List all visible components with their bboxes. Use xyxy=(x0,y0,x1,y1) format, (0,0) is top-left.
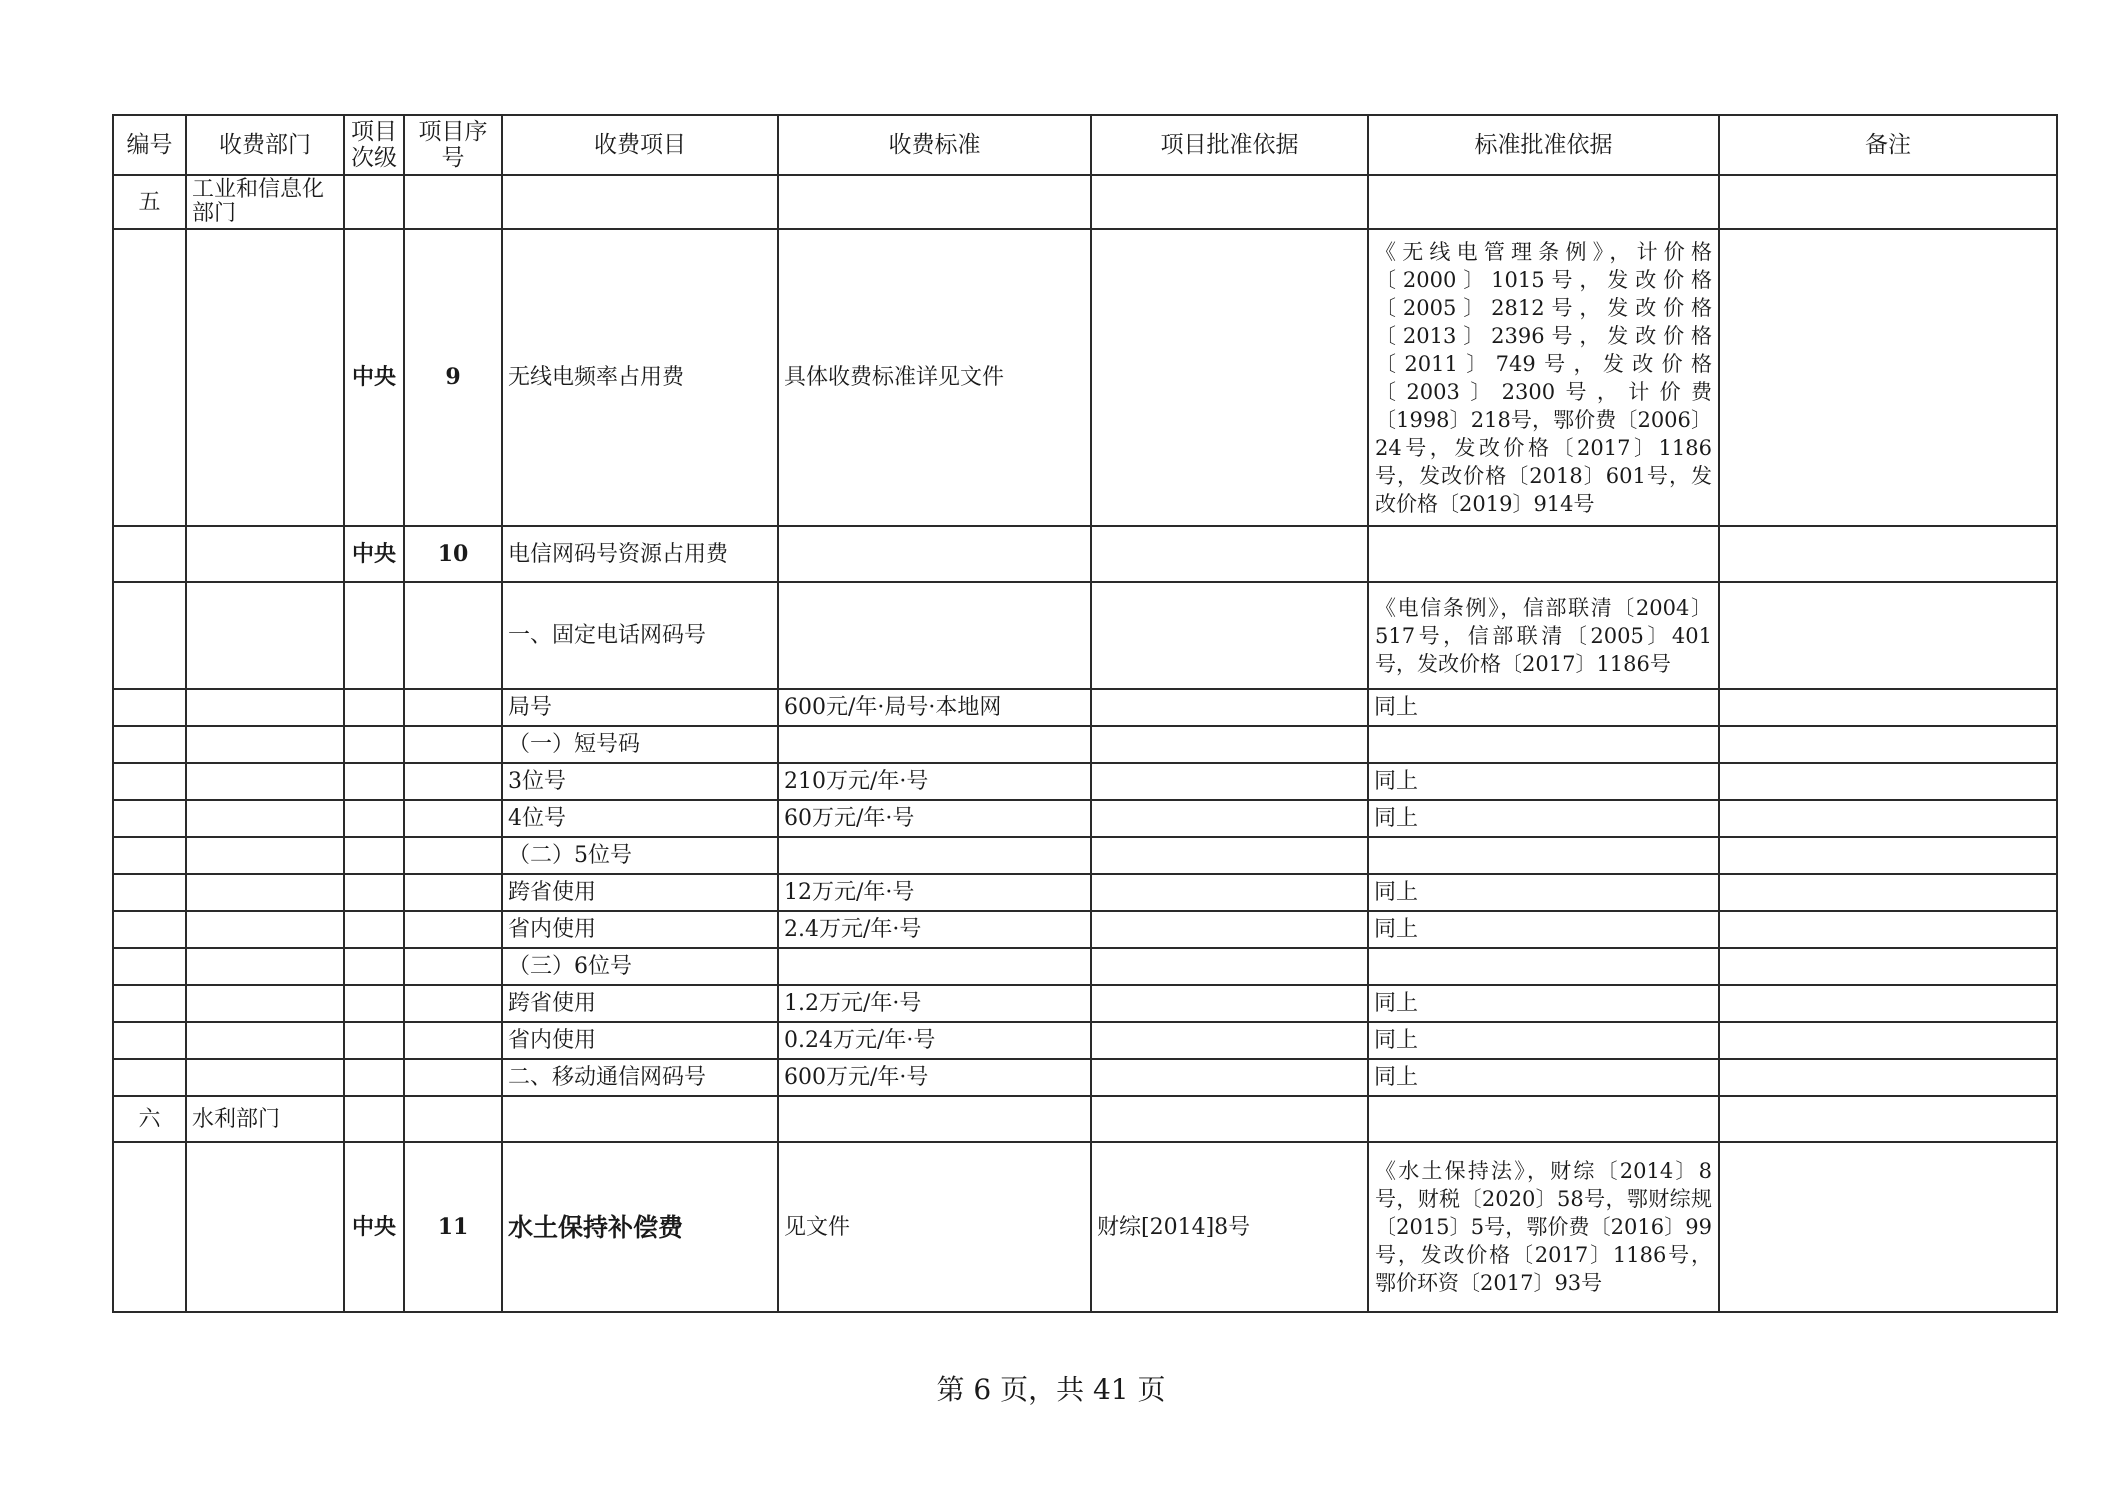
cell-item-basis xyxy=(1091,689,1368,726)
cell-remark xyxy=(1719,763,2057,800)
table-row xyxy=(113,948,2057,985)
cell-dept xyxy=(186,582,344,689)
cell-no xyxy=(113,526,186,582)
cell-standard xyxy=(778,948,1091,985)
cell-no xyxy=(113,763,186,800)
cell-dept xyxy=(186,985,344,1022)
cell-level xyxy=(344,800,404,837)
cell-std-basis xyxy=(1368,175,1719,229)
cell-standard xyxy=(778,837,1091,874)
cell-seq xyxy=(404,582,502,689)
header-row xyxy=(113,115,2057,175)
cell-no xyxy=(113,726,186,763)
cell-std-basis: 同上 xyxy=(1368,1059,1719,1096)
cell-dept xyxy=(186,763,344,800)
cell-std-basis: 《无线电管理条例》，计价格〔2000〕1015号，发改价格〔2005〕2812号，发改价格〔2013〕2396号，发改价格〔2011〕749号，发改价格〔2003〕2300号，计价费〔1998〕218号，鄂价费〔2006〕24号，发改价格〔2017〕1186号，发改价格〔2018〕601号，发改价格〔2019〕914号 xyxy=(1368,229,1719,526)
cell-standard: 1.2万元/年·号 xyxy=(778,985,1091,1022)
cell-item xyxy=(502,1096,778,1142)
cell-remark xyxy=(1719,526,2057,582)
cell-item-basis xyxy=(1091,229,1368,526)
cell-no xyxy=(113,1142,186,1312)
col-header-item: 收费项目 xyxy=(502,115,778,175)
cell-remark xyxy=(1719,582,2057,689)
table-row xyxy=(113,763,2057,800)
cell-remark xyxy=(1719,689,2057,726)
cell-remark xyxy=(1719,874,2057,911)
table-row xyxy=(113,726,2057,763)
cell-dept xyxy=(186,229,344,526)
col-header-no: 编号 xyxy=(113,115,186,175)
cell-level xyxy=(344,1022,404,1059)
cell-no xyxy=(113,582,186,689)
cell-item-basis xyxy=(1091,175,1368,229)
cell-item: （一）短号码 xyxy=(502,726,778,763)
cell-seq xyxy=(404,985,502,1022)
cell-no: 六 xyxy=(113,1096,186,1142)
cell-std-basis: 《电信条例》，信部联清〔2004〕517号，信部联清〔2005〕401号，发改价格〔2017〕1186号 xyxy=(1368,582,1719,689)
cell-remark xyxy=(1719,1059,2057,1096)
cell-no: 五 xyxy=(113,175,186,229)
cell-seq: 9 xyxy=(404,229,502,526)
cell-remark xyxy=(1719,229,2057,526)
cell-item-basis xyxy=(1091,800,1368,837)
cell-dept xyxy=(186,1059,344,1096)
cell-seq xyxy=(404,726,502,763)
cell-item-basis xyxy=(1091,582,1368,689)
cell-remark xyxy=(1719,175,2057,229)
cell-standard: 210万元/年·号 xyxy=(778,763,1091,800)
fee-table-sheet xyxy=(112,114,2056,1313)
cell-dept xyxy=(186,726,344,763)
table-row xyxy=(113,1022,2057,1059)
cell-level xyxy=(344,689,404,726)
cell-standard: 0.24万元/年·号 xyxy=(778,1022,1091,1059)
cell-standard: 60万元/年·号 xyxy=(778,800,1091,837)
cell-level xyxy=(344,837,404,874)
cell-item: 省内使用 xyxy=(502,1022,778,1059)
cell-item: 省内使用 xyxy=(502,911,778,948)
cell-dept xyxy=(186,837,344,874)
cell-item: 一、固定电话网码号 xyxy=(502,582,778,689)
cell-standard: 2.4万元/年·号 xyxy=(778,911,1091,948)
cell-item: 无线电频率占用费 xyxy=(502,229,778,526)
cell-item-basis xyxy=(1091,526,1368,582)
col-header-item-basis: 项目批准依据 xyxy=(1091,115,1368,175)
cell-level xyxy=(344,911,404,948)
table-row xyxy=(113,985,2057,1022)
table-row xyxy=(113,911,2057,948)
cell-level xyxy=(344,874,404,911)
cell-remark xyxy=(1719,1142,2057,1312)
cell-level xyxy=(344,948,404,985)
cell-seq xyxy=(404,837,502,874)
cell-item-basis xyxy=(1091,985,1368,1022)
cell-seq xyxy=(404,763,502,800)
cell-dept xyxy=(186,1022,344,1059)
cell-no xyxy=(113,985,186,1022)
cell-remark xyxy=(1719,726,2057,763)
cell-remark xyxy=(1719,800,2057,837)
cell-no xyxy=(113,1022,186,1059)
cell-item-basis xyxy=(1091,837,1368,874)
cell-standard xyxy=(778,1096,1091,1142)
cell-seq xyxy=(404,175,502,229)
cell-dept xyxy=(186,911,344,948)
col-header-remark: 备注 xyxy=(1719,115,2057,175)
cell-item-basis: 财综[2014]8号 xyxy=(1091,1142,1368,1312)
cell-std-basis: 同上 xyxy=(1368,763,1719,800)
col-header-standard: 收费标准 xyxy=(778,115,1091,175)
cell-std-basis: 同上 xyxy=(1368,985,1719,1022)
cell-seq xyxy=(404,800,502,837)
cell-remark xyxy=(1719,911,2057,948)
fee-table xyxy=(112,114,2058,1313)
cell-level xyxy=(344,763,404,800)
table-row xyxy=(113,229,2057,526)
table-row xyxy=(113,1096,2057,1142)
cell-seq xyxy=(404,689,502,726)
col-header-std-basis: 标准批准依据 xyxy=(1368,115,1719,175)
table-row xyxy=(113,800,2057,837)
page-footer: 第 6 页，共 41 页 xyxy=(936,1373,1166,1406)
cell-no xyxy=(113,874,186,911)
cell-item-basis xyxy=(1091,763,1368,800)
table-row xyxy=(113,526,2057,582)
cell-remark xyxy=(1719,837,2057,874)
cell-seq: 10 xyxy=(404,526,502,582)
cell-dept: 水利部门 xyxy=(186,1096,344,1142)
cell-no xyxy=(113,911,186,948)
cell-standard: 具体收费标准详见文件 xyxy=(778,229,1091,526)
cell-item: 二、移动通信网码号 xyxy=(502,1059,778,1096)
cell-item: （三）6位号 xyxy=(502,948,778,985)
cell-std-basis: 同上 xyxy=(1368,1022,1719,1059)
cell-standard: 600万元/年·号 xyxy=(778,1059,1091,1096)
cell-std-basis xyxy=(1368,1096,1719,1142)
cell-item-basis xyxy=(1091,726,1368,763)
cell-dept xyxy=(186,800,344,837)
table-row xyxy=(113,874,2057,911)
cell-std-basis: 《水土保持法》，财综〔2014〕8号，财税〔2020〕58号，鄂财综规〔2015〕5号，鄂价费〔2016〕99号，发改价格〔2017〕1186号，鄂价环资〔2017〕93号 xyxy=(1368,1142,1719,1312)
table-row xyxy=(113,175,2057,229)
table-row xyxy=(113,1059,2057,1096)
cell-seq xyxy=(404,874,502,911)
cell-item: 跨省使用 xyxy=(502,985,778,1022)
cell-seq: 11 xyxy=(404,1142,502,1312)
cell-level xyxy=(344,726,404,763)
cell-dept: 工业和信息化部门 xyxy=(186,175,344,229)
cell-item-basis xyxy=(1091,1059,1368,1096)
cell-no xyxy=(113,689,186,726)
cell-dept xyxy=(186,526,344,582)
cell-seq xyxy=(404,1096,502,1142)
cell-remark xyxy=(1719,948,2057,985)
cell-std-basis xyxy=(1368,948,1719,985)
cell-std-basis: 同上 xyxy=(1368,689,1719,726)
cell-item: （二）5位号 xyxy=(502,837,778,874)
cell-level: 中央 xyxy=(344,526,404,582)
table-row xyxy=(113,1142,2057,1312)
cell-item-basis xyxy=(1091,911,1368,948)
cell-no xyxy=(113,1059,186,1096)
cell-dept xyxy=(186,1142,344,1312)
cell-no xyxy=(113,229,186,526)
cell-standard xyxy=(778,526,1091,582)
cell-seq xyxy=(404,911,502,948)
cell-standard xyxy=(778,582,1091,689)
cell-std-basis xyxy=(1368,726,1719,763)
col-header-level: 项目次级 xyxy=(344,115,404,175)
cell-item-basis xyxy=(1091,948,1368,985)
cell-dept xyxy=(186,874,344,911)
cell-item: 水土保持补偿费 xyxy=(502,1142,778,1312)
cell-item-basis xyxy=(1091,1096,1368,1142)
cell-item-basis xyxy=(1091,874,1368,911)
cell-level: 中央 xyxy=(344,229,404,526)
cell-no xyxy=(113,837,186,874)
cell-standard: 600元/年·局号·本地网 xyxy=(778,689,1091,726)
cell-item-basis xyxy=(1091,1022,1368,1059)
cell-item: 3位号 xyxy=(502,763,778,800)
col-header-dept: 收费部门 xyxy=(186,115,344,175)
cell-level xyxy=(344,985,404,1022)
cell-standard: 12万元/年·号 xyxy=(778,874,1091,911)
cell-std-basis: 同上 xyxy=(1368,874,1719,911)
cell-dept xyxy=(186,948,344,985)
table-row xyxy=(113,689,2057,726)
cell-standard xyxy=(778,175,1091,229)
cell-seq xyxy=(404,1022,502,1059)
cell-no xyxy=(113,800,186,837)
cell-level xyxy=(344,1096,404,1142)
table-row xyxy=(113,582,2057,689)
table-row xyxy=(113,837,2057,874)
cell-no xyxy=(113,948,186,985)
cell-std-basis xyxy=(1368,526,1719,582)
cell-std-basis xyxy=(1368,837,1719,874)
cell-standard xyxy=(778,726,1091,763)
cell-seq xyxy=(404,1059,502,1096)
cell-item: 电信网码号资源占用费 xyxy=(502,526,778,582)
cell-item: 跨省使用 xyxy=(502,874,778,911)
cell-std-basis: 同上 xyxy=(1368,911,1719,948)
cell-level xyxy=(344,582,404,689)
cell-level: 中央 xyxy=(344,1142,404,1312)
cell-level xyxy=(344,175,404,229)
cell-remark xyxy=(1719,1022,2057,1059)
cell-remark xyxy=(1719,985,2057,1022)
cell-level xyxy=(344,1059,404,1096)
col-header-seq: 项目序号 xyxy=(404,115,502,175)
cell-seq xyxy=(404,948,502,985)
cell-standard: 见文件 xyxy=(778,1142,1091,1312)
cell-std-basis: 同上 xyxy=(1368,800,1719,837)
cell-dept xyxy=(186,689,344,726)
cell-item: 局号 xyxy=(502,689,778,726)
cell-remark xyxy=(1719,1096,2057,1142)
cell-item xyxy=(502,175,778,229)
cell-item: 4位号 xyxy=(502,800,778,837)
